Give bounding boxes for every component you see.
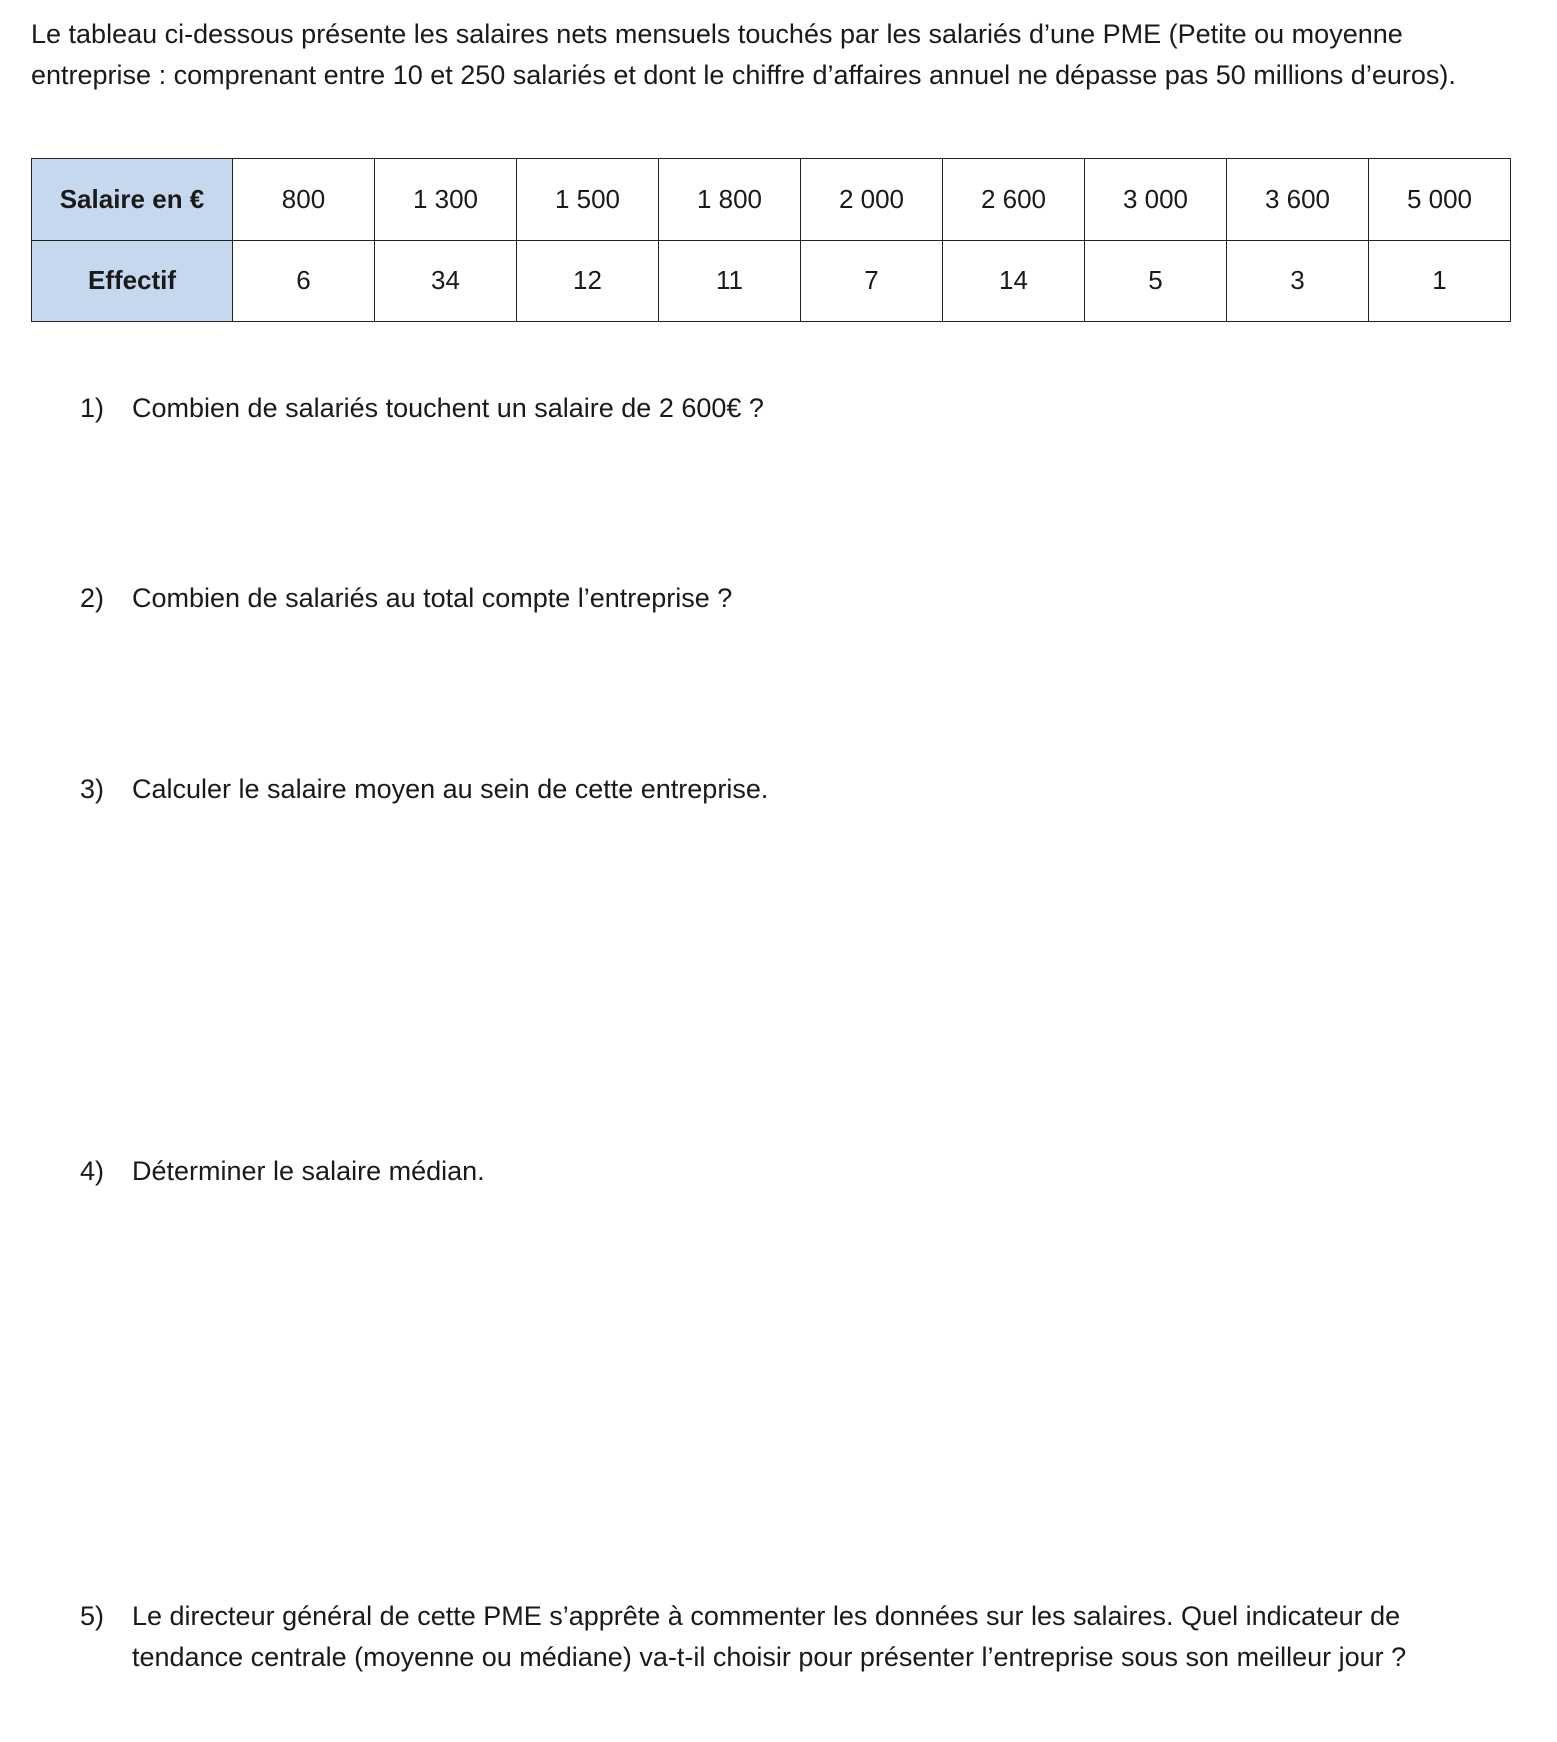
effectif-cell: 3 — [1227, 240, 1369, 322]
effectif-cell: 11 — [659, 240, 801, 322]
question-number: 2) — [80, 583, 105, 613]
question-text: Déterminer le salaire médian. — [132, 1156, 485, 1186]
question-number: 4) — [80, 1156, 105, 1186]
question-1 — [80, 388, 1500, 429]
salary-cell: 2 600 — [943, 159, 1085, 241]
effectif-cell: 14 — [943, 240, 1085, 322]
salary-cell: 3 000 — [1085, 159, 1227, 241]
question-text: Combien de salariés au total compte l’entreprise ? — [132, 583, 733, 613]
salary-cell: 2 000 — [801, 159, 943, 241]
salary-cell: 3 600 — [1227, 159, 1369, 241]
salary-cell: 1 500 — [517, 159, 659, 241]
question-5 — [80, 1596, 1500, 1678]
salary-cell: 800 — [233, 159, 375, 241]
effectif-row — [32, 240, 1511, 322]
question-number: 3) — [80, 774, 105, 804]
effectif-cell: 12 — [517, 240, 659, 322]
question-text: Combien de salariés touchent un salaire de 2 600€ ? — [132, 393, 764, 423]
effectif-cell: 6 — [233, 240, 375, 322]
question-2 — [80, 578, 1500, 619]
salary-cell: 1 800 — [659, 159, 801, 241]
effectif-cell: 34 — [375, 240, 517, 322]
intro-paragraph: Le tableau ci-dessous présente les salaires nets mensuels touchés par les salariés d’une PME (Petite ou moyenne entreprise : comprenant entre 10 et 250 salariés et dont le chiffre d’affaires annuel ne dépasse pas 50 millions d’euros). — [31, 19, 1456, 90]
effectif-cell: 7 — [801, 240, 943, 322]
question-3 — [80, 769, 1500, 810]
salary-cell: 1 300 — [375, 159, 517, 241]
question-text: Le directeur général de cette PME s’apprête à commenter les données sur les salaires. Quel indicateur de tendance centrale (moyenne ou médiane) va-t-il choisir pour présenter l’entreprise sous son meilleur jour ? — [132, 1601, 1407, 1672]
question-number: 1) — [80, 393, 105, 423]
row-header-effectif: Effectif — [32, 240, 233, 322]
salary-table — [31, 158, 1511, 322]
effectif-cell: 1 — [1369, 240, 1511, 322]
question-4 — [80, 1151, 1500, 1192]
salary-cell: 5 000 — [1369, 159, 1511, 241]
salary-row — [32, 159, 1511, 241]
question-number: 5) — [80, 1601, 105, 1631]
question-text: Calculer le salaire moyen au sein de cette entreprise. — [132, 774, 769, 804]
effectif-cell: 5 — [1085, 240, 1227, 322]
row-header-salaire: Salaire en € — [32, 159, 233, 241]
